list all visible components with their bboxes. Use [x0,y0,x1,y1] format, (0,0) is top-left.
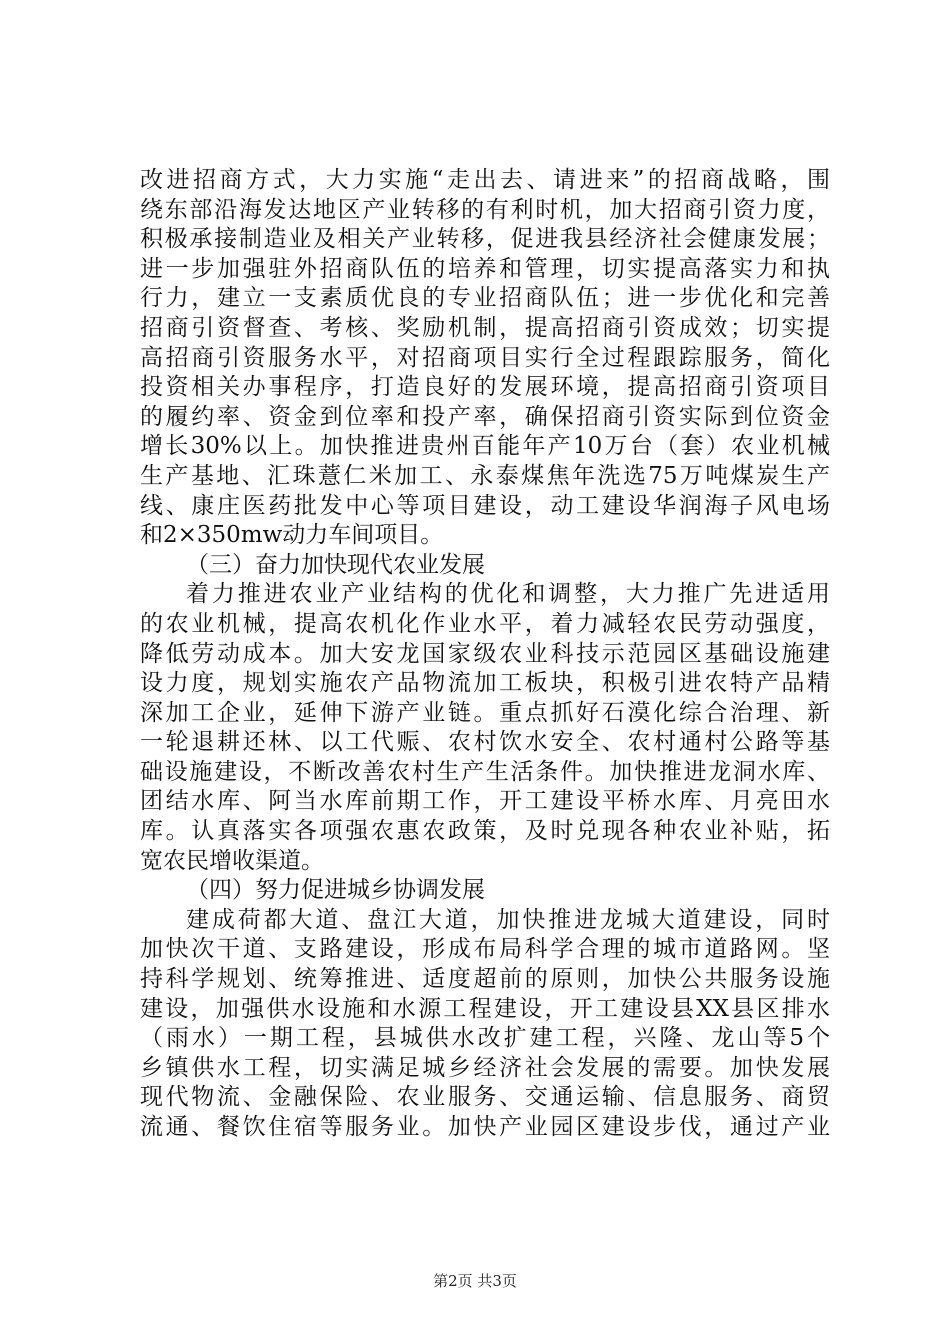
text-line: 投资相关办事程序，打造良好的发展环境，提高招商引资项目 [140,374,830,401]
text-line: 持科学规划、统筹推进、适度超前的原则，加快公共服务设施 [140,966,830,993]
text-line: 建成荷都大道、盘江大道，加快推进龙城大道建设，同时 [186,906,830,933]
text-line: 招商引资督查、考核、奖励机制，提高招商引资成效；切实提 [140,314,830,341]
text-line: 的履约率、资金到位率和投产率，确保招商引资实际到位资金 [140,403,830,430]
text-line: 宽农民增收渠道。 [140,847,324,874]
section-heading: （三）奋力加快现代农业发展 [186,551,485,578]
section-heading: （四）努力促进城乡协调发展 [186,877,485,904]
text-line: 着力推进农业产业结构的优化和调整，大力推广先进适用 [186,581,830,608]
text-line: 增长30%以上。加快推进贵州百能年产10万台（套）农业机械 [140,433,830,460]
text-line: 高招商引资服务水平，对招商项目实行全过程跟踪服务，简化 [140,344,830,371]
page-footer: 第2页 共3页 [433,1272,517,1290]
text-line: 进一步加强驻外招商队伍的培养和管理，切实提高落实力和执 [140,255,830,282]
text-line: 加快次干道、支路建设，形成布局科学合理的城市道路网。坚 [140,936,830,963]
text-line: 线、康庄医药批发中心等项目建设，动工建设华润海子风电场 [140,492,830,519]
text-line: （雨水）一期工程，县城供水改扩建工程，兴隆、龙山等5个 [140,1025,830,1052]
document-body [140,166,830,1143]
text-line: 积极承接制造业及相关产业转移，促进我县经济社会健康发展； [140,226,830,253]
text-line: 团结水库、阿当水库前期工作，开工建设平桥水库、月亮田水 [140,788,830,815]
text-line: 的农业机械，提高农机化作业水平，着力减轻农民劳动强度， [140,610,830,637]
text-line: 乡镇供水工程，切实满足城乡经济社会发展的需要。加快发展 [140,1054,830,1081]
text-line: 绕东部沿海发达地区产业转移的有利时机，加大招商引资力度， [140,196,830,223]
text-line: 深加工企业，延伸下游产业链。重点抓好石漠化综合治理、新 [140,699,830,726]
text-line: 流通、餐饮住宿等服务业。加快产业园区建设步伐，通过产业 [140,1114,830,1140]
text-line: 行力，建立一支素质优良的专业招商队伍；进一步优化和完善 [140,285,830,312]
text-line: 设力度，规划实施农产品物流加工板块，积极引进农特产品精 [140,670,830,697]
text-line: 一轮退耕还林、以工代赈、农村饮水安全、农村通村公路等基 [140,729,830,756]
text-line: 建设，加强供水设施和水源工程建设，开工建设县XX县区排水 [140,995,830,1022]
text-line: 库。认真落实各项强农惠农政策，及时兑现各种农业补贴，拓 [140,818,830,845]
text-line: 现代物流、金融保险、农业服务、交通运输、信息服务、商贸 [140,1084,830,1111]
text-line: 改进招商方式，大力实施“走出去、请进来”的招商战略，围 [140,167,830,193]
text-line: 和2×350mw动力车间项目。 [140,522,444,549]
text-line: 生产基地、汇珠薏仁米加工、永泰煤焦年洗选75万吨煤炭生产 [140,462,830,489]
text-line: 础设施建设，不断改善农村生产生活条件。加快推进龙洞水库、 [140,758,830,785]
text-line: 降低劳动成本。加大安龙国家级农业科技示范园区基础设施建 [140,640,830,667]
